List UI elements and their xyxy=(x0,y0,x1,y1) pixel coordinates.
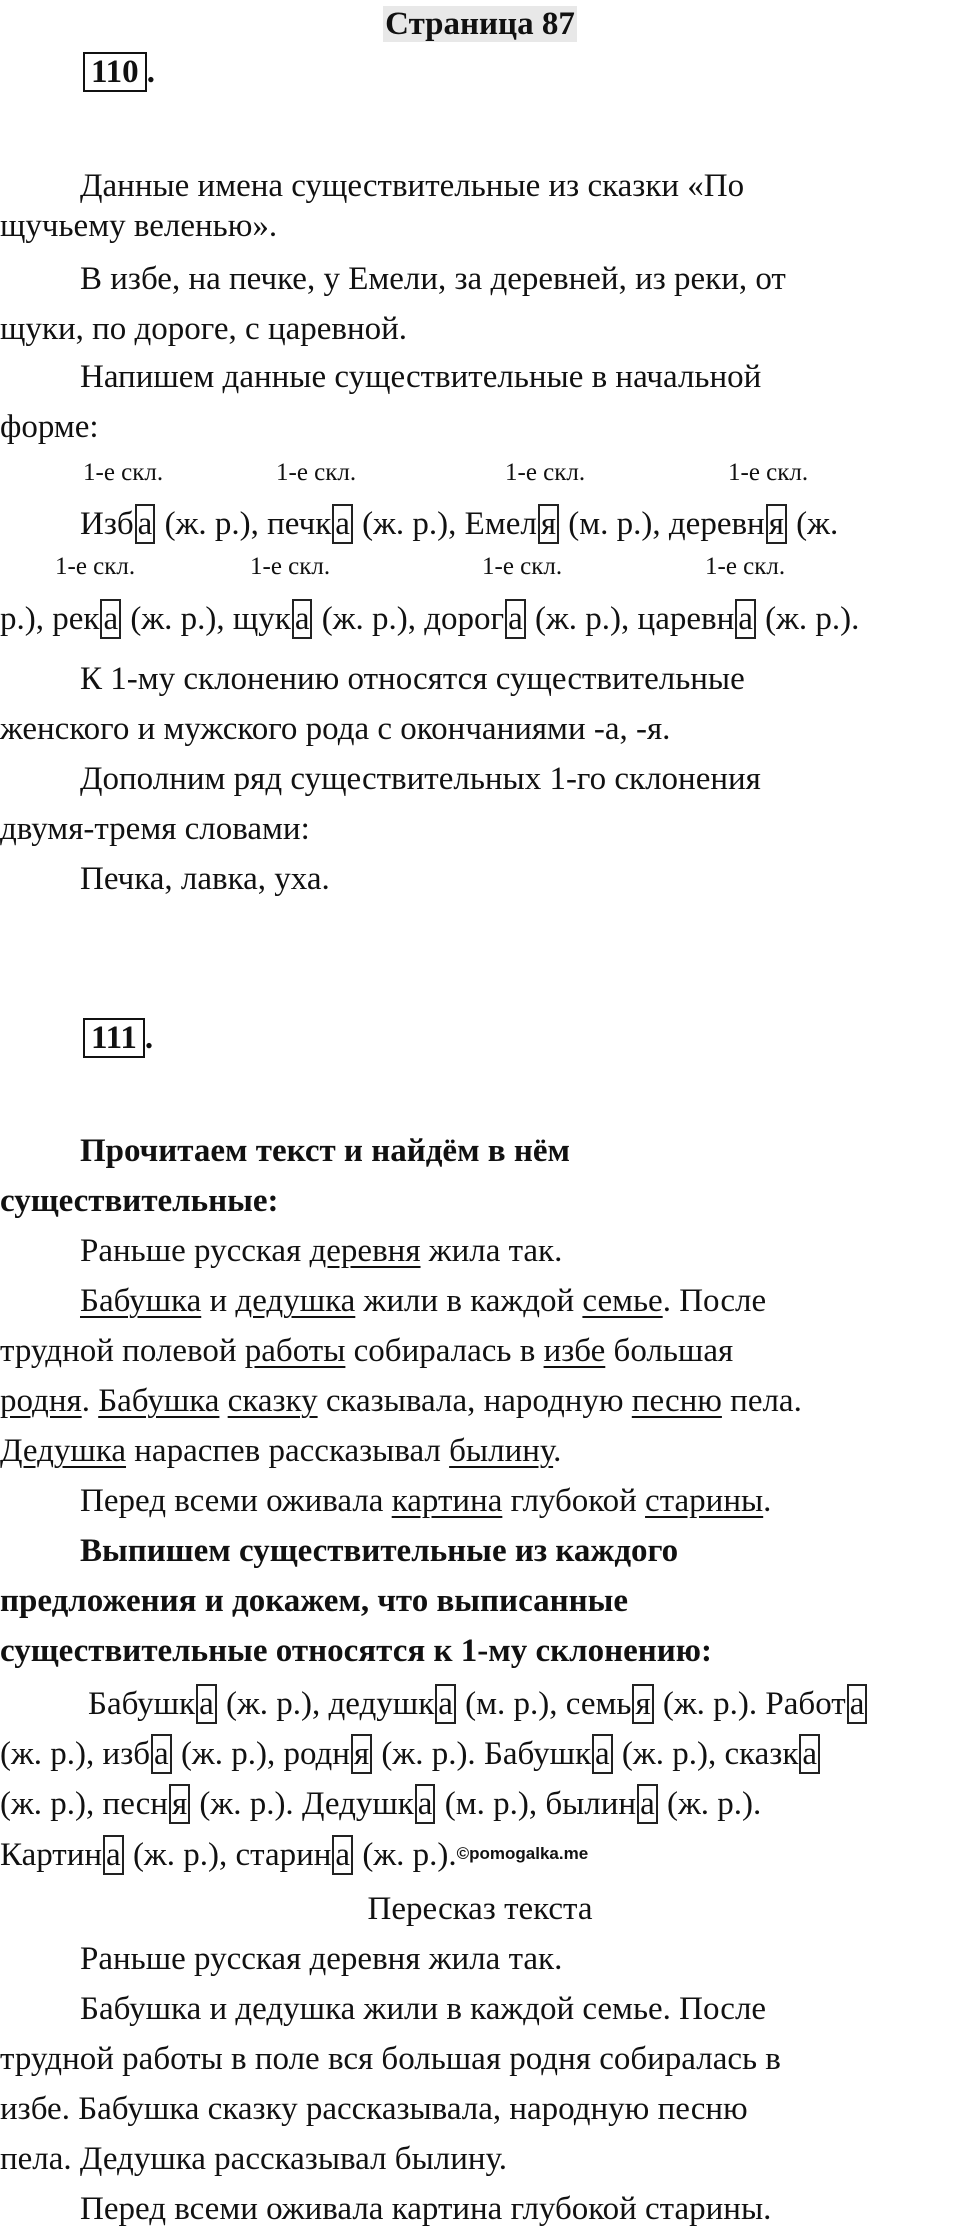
noun-underline: дедушка xyxy=(235,1283,356,1319)
declension-label: 1-е скл. xyxy=(728,459,809,486)
watermark: ©pomogalka.me xyxy=(456,1844,589,1863)
ex110-p5-line2: двумя-тремя словами: xyxy=(0,811,310,847)
noun-underline: былину xyxy=(449,1433,554,1469)
ex111-answer-line4: Картин а (ж. р.), старин а (ж. р.).©pomogalka.me xyxy=(0,1837,589,1873)
declension-label: 1-е скл. xyxy=(482,553,563,580)
ending-box: а xyxy=(847,1684,868,1724)
retelling-title: Пересказ текста xyxy=(367,1891,593,1927)
ending-box: а xyxy=(735,599,756,639)
ex111-text-line6: Перед всеми оживала картина глубокой старины. xyxy=(80,1483,772,1519)
retelling-line1: Раньше русская деревня жила так. xyxy=(80,1941,563,1977)
declension-label: 1-е скл. xyxy=(276,459,357,486)
ending-box: а xyxy=(637,1784,658,1824)
page-title: Страница 87 xyxy=(385,6,575,42)
ex111-text-line4: родня. Бабушка сказку сказывала, народную песню пела. xyxy=(0,1383,802,1419)
noun-underline: деревня xyxy=(309,1233,421,1269)
ending-box: я xyxy=(538,504,559,544)
declension-label: 1-е скл. xyxy=(55,553,136,580)
ex111-task2-line2: предложения и докажем, что выписанные xyxy=(0,1583,629,1619)
ex111-text-line1: Раньше русская деревня жила так. xyxy=(80,1233,563,1269)
ending-box: а xyxy=(196,1684,217,1724)
ending-box: я xyxy=(632,1684,653,1724)
ending-box: а xyxy=(100,599,121,639)
ex110-p4-line2: женского и мужского рода с окончаниями -а, -я. xyxy=(0,711,671,747)
exercise-110-number: 110 . xyxy=(83,54,155,91)
declension-label: 1-е скл. xyxy=(505,459,586,486)
retelling-line3: трудной работы в поле вся большая родня собиралась в xyxy=(0,2041,781,2077)
ex111-task2-line1: Выпишем существительные из каждого xyxy=(80,1533,679,1569)
ex110-p2-line2: щуки, по дороге, с царевной. xyxy=(0,311,408,347)
ex111-answer-line2: (ж. р.), изб а (ж. р.), родн я (ж. р.). Бабушк а (ж. р.), сказк а xyxy=(0,1733,821,1775)
noun-underline: Бабушка xyxy=(98,1383,220,1419)
retelling-line6: Перед всеми оживала картина глубокой старины. xyxy=(80,2191,772,2227)
noun-underline: картина xyxy=(391,1483,503,1519)
ex111-answer-line1: Бабушк а (ж. р.), дедушк а (м. р.), семь я (ж. р.). Работ а xyxy=(88,1683,868,1725)
retelling-line5: пела. Дедушка рассказывал былину. xyxy=(0,2141,508,2177)
noun-underline: избе xyxy=(543,1333,606,1369)
ending-box: а xyxy=(103,1835,124,1875)
noun-underline: песню xyxy=(631,1383,722,1419)
ending-box: а xyxy=(151,1734,172,1774)
exercise-111-number: 111 . xyxy=(83,1020,153,1057)
ex111-text-line2: Бабушка и дедушка жили в каждой семье. После xyxy=(80,1283,767,1319)
ex110-words-row1: Изб а (ж. р.), печк а (ж. р.), Емел я (м. р.), деревн я (ж. xyxy=(80,506,839,542)
noun-underline: родня xyxy=(0,1383,82,1419)
noun-underline: сказку xyxy=(227,1383,318,1419)
ex111-task1-line2: существительные: xyxy=(0,1183,279,1219)
ending-box: а xyxy=(292,599,313,639)
ex110-p3-line1: Напишем данные существительные в начальной xyxy=(80,359,762,395)
retelling-line4: избе. Бабушка сказку рассказывала, народную песню xyxy=(0,2091,748,2127)
ending-box: я xyxy=(766,504,787,544)
ex110-p1-line2: щучьему веленью». xyxy=(0,208,278,244)
ending-box: а xyxy=(592,1734,613,1774)
noun-underline: Бабушка xyxy=(80,1283,202,1319)
declension-label: 1-е скл. xyxy=(83,459,164,486)
noun-underline: Дедушка xyxy=(0,1433,127,1469)
noun-underline: старины xyxy=(645,1483,764,1519)
ex111-task1-line1: Прочитаем текст и найдём в нём xyxy=(80,1133,571,1169)
ex111-text-line5: Дедушка нараспев рассказывал былину. xyxy=(0,1433,562,1469)
ending-box: а xyxy=(135,504,156,544)
noun-underline: работы xyxy=(244,1333,346,1369)
ex110-p1-line1: Данные имена существительные из сказки «По xyxy=(80,168,745,204)
ex110-p5-line1: Дополним ряд существительных 1-го склонения xyxy=(80,761,761,797)
declension-label: 1-е скл. xyxy=(705,553,786,580)
ending-box: а xyxy=(435,1684,456,1724)
ex111-text-line3: трудной полевой работы собиралась в избе большая xyxy=(0,1333,734,1369)
ending-box: а xyxy=(799,1734,820,1774)
ending-box: а xyxy=(505,599,526,639)
ex110-p4-line1: К 1-му склонению относятся существительные xyxy=(80,661,745,697)
ending-box: а xyxy=(415,1784,436,1824)
ex110-words-row2: р.), рек а (ж. р.), щук а (ж. р.), дорог а (ж. р.), царевн а (ж. р.). xyxy=(0,601,860,637)
ex110-p2-line1: В избе, на печке, у Емели, за деревней, из реки, от xyxy=(80,261,786,297)
ex111-task2-line3: существительные относятся к 1-му склонению: xyxy=(0,1633,713,1669)
ending-box: а xyxy=(332,504,353,544)
ending-box: а xyxy=(332,1835,353,1875)
ending-box: я xyxy=(351,1734,372,1774)
ex110-p3-line2: форме: xyxy=(0,409,99,445)
declension-label: 1-е скл. xyxy=(250,553,331,580)
ex111-answer-line3: (ж. р.), песн я (ж. р.). Дедушк а (м. р.), былин а (ж. р.). xyxy=(0,1786,762,1822)
retelling-line2: Бабушка и дедушка жили в каждой семье. После xyxy=(80,1991,767,2027)
noun-underline: семье xyxy=(582,1283,663,1319)
ending-box: я xyxy=(169,1784,190,1824)
ex110-p6: Печка, лавка, уха. xyxy=(80,861,330,897)
